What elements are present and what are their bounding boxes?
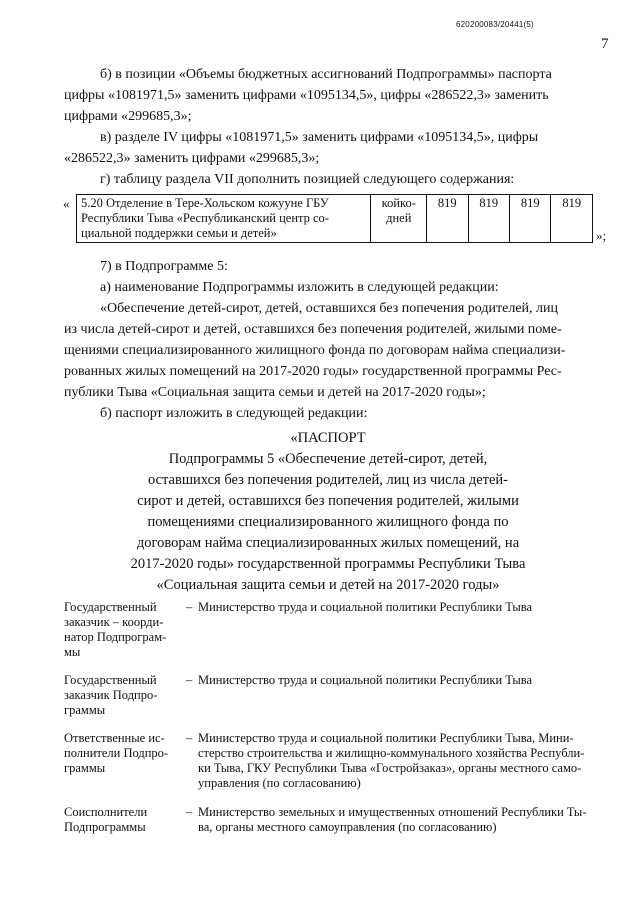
value-line: управления (по согласованию) bbox=[198, 776, 361, 790]
value-line: ки Тыва, ГКУ Республики Тыва «Гостройзаказ», органы местного само- bbox=[198, 761, 582, 775]
row-label bbox=[64, 673, 182, 718]
value-line: стерство строительства и жилищно-коммунального хозяйства Республи- bbox=[198, 746, 585, 760]
label-line: заказчик – коорди- bbox=[64, 615, 164, 629]
subtitle-line: помещениями специализированного жилищного фонда по bbox=[147, 514, 509, 530]
value-cell: 819 bbox=[468, 195, 509, 243]
label-line: заказчик Подпро- bbox=[64, 688, 158, 702]
row-value bbox=[198, 673, 594, 688]
label-line: натор Подпрограм- bbox=[64, 630, 167, 644]
table-row bbox=[77, 195, 593, 243]
label-line: Государственный bbox=[64, 673, 157, 687]
label-line: Подпрограммы bbox=[64, 820, 146, 834]
text-line: «286522,3» заменить цифрами «299685,3»; bbox=[64, 151, 320, 166]
text-line: койко- bbox=[381, 196, 416, 210]
row-label bbox=[64, 600, 182, 660]
text-line: 5.20 Отделение в Тере-Хольском кожууне ГБУ bbox=[81, 196, 329, 210]
row-dash: – bbox=[186, 600, 193, 614]
row-value bbox=[198, 731, 594, 791]
section-vii-table bbox=[76, 194, 593, 243]
row-dash: – bbox=[186, 731, 193, 745]
value-line: Министерство труда и социальной политики Республики Тыва bbox=[198, 673, 533, 687]
section-heading: 7) в Подпрограмме 5: bbox=[100, 259, 228, 274]
label-line: Государственный bbox=[64, 600, 157, 614]
row-value bbox=[198, 805, 594, 835]
section-7 bbox=[64, 256, 592, 424]
value-cell: 819 bbox=[427, 195, 468, 243]
subtitle-line: сирот и детей, оставшихся без попечения родителей, жилыми bbox=[137, 493, 519, 509]
row-label bbox=[64, 731, 182, 776]
label-line: граммы bbox=[64, 761, 106, 775]
text-line: рованных жилых помещений на 2017-2020 годы» государственной программы Рес- bbox=[64, 364, 562, 379]
table-open-quote: « bbox=[63, 196, 70, 211]
label-line: мы bbox=[64, 645, 81, 659]
passport-title: «ПАСПОРТ bbox=[290, 430, 366, 446]
value-line: Министерство труда и социальной политики Республики Тыва, Мини- bbox=[198, 731, 574, 745]
label-line: граммы bbox=[64, 703, 106, 717]
value-cell: 819 bbox=[510, 195, 551, 243]
label-line: полнители Подпро- bbox=[64, 746, 169, 760]
subtitle-line: «Социальная защита семьи и детей на 2017-2020 годы» bbox=[156, 577, 500, 593]
page-number: 7 bbox=[601, 36, 609, 52]
paragraph-v bbox=[64, 127, 592, 169]
row-dash: – bbox=[186, 805, 193, 819]
paragraph-b bbox=[64, 64, 592, 127]
text-line: из числа детей-сирот и детей, оставшихся без попечения родителей, жилыми поме- bbox=[64, 322, 562, 337]
text-line: щениями специализированного жилищного фонда по договорам найма специализи- bbox=[64, 343, 566, 358]
text-line: Республики Тыва «Республиканский центр со- bbox=[81, 211, 329, 225]
text-line: «Обеспечение детей-сирот, детей, оставшихся без попечения родителей, лиц bbox=[100, 301, 558, 316]
row-label bbox=[64, 805, 182, 835]
text-line: цифры «1081971,5» заменить цифрами «1095134,5», цифры «286522,3» заменить bbox=[64, 88, 549, 103]
text-line: дней bbox=[386, 211, 412, 225]
value-line: Министерство труда и социальной политики Республики Тыва bbox=[198, 600, 533, 614]
subtitle-line: Подпрограммы 5 «Обеспечение детей-сирот, детей, bbox=[168, 451, 488, 467]
subtitle-line: 2017-2020 годы» государственной программы Республики Тыва bbox=[130, 556, 526, 572]
table-close-quote: »; bbox=[596, 228, 607, 243]
item-a: а) наименование Подпрограммы изложить в следующей редакции: bbox=[100, 280, 499, 295]
item-b: б) паспорт изложить в следующей редакции: bbox=[100, 406, 368, 421]
text-line: г) таблицу раздела VII дополнить позицией следующего содержания: bbox=[100, 172, 515, 187]
row-value bbox=[198, 600, 594, 615]
unit-cell bbox=[371, 195, 427, 243]
value-line: Министерство земельных и имущественных отношений Республики Ты- bbox=[198, 805, 587, 819]
text-line: в) разделе IV цифры «1081971,5» заменить цифрами «1095134,5», цифры bbox=[100, 130, 539, 145]
row-dash: – bbox=[186, 673, 193, 687]
text-line: цифрами «299685,3»; bbox=[64, 109, 192, 124]
text-line: циальной поддержки семьи и детей» bbox=[81, 226, 277, 240]
subtitle-line: договорам найма специализированных жилых помещений, на bbox=[136, 535, 520, 551]
document-id: 620200083/20441(5) bbox=[456, 20, 534, 29]
paragraph-g bbox=[64, 169, 592, 190]
passport-title-block bbox=[64, 428, 592, 596]
institution-name-cell bbox=[77, 195, 371, 243]
subtitle-line: оставшихся без попечения родителей, лиц из числа детей- bbox=[148, 472, 508, 488]
label-line: Ответственные ис- bbox=[64, 731, 165, 745]
label-line: Соисполнители bbox=[64, 805, 148, 819]
value-cell: 819 bbox=[551, 195, 593, 243]
text-line: б) в позиции «Объемы бюджетных ассигнований Подпрограммы» паспорта bbox=[100, 67, 552, 82]
value-line: ва, органы местного самоуправления (по согласованию) bbox=[198, 820, 497, 834]
text-line: публики Тыва «Социальная защита семьи и детей на 2017-2020 годы»; bbox=[64, 385, 486, 400]
